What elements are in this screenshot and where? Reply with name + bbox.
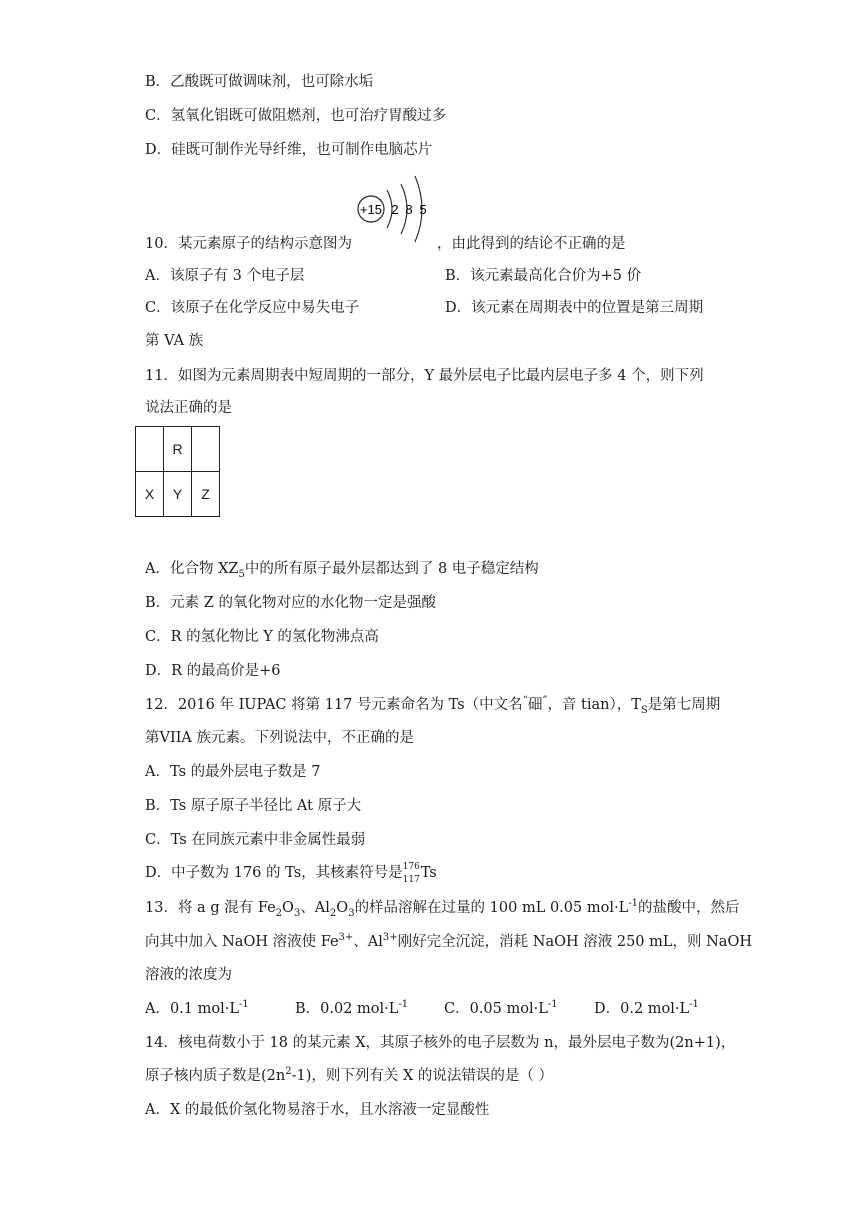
q11-option-b: B．元素 Z 的氧化物对应的水化物一定是强酸 bbox=[145, 595, 436, 611]
grid-cell-z: Z bbox=[192, 472, 220, 517]
nuclide-symbol: 176 117 bbox=[402, 862, 420, 885]
q14-stem-1: 14．核电荷数小于 18 的某元素 X，其原子核外的电子层数为 n，最外层电子数为(2n+1)， bbox=[145, 1035, 736, 1051]
q10-option-b: B．该元素最高化合价为+5 价 bbox=[445, 268, 642, 284]
grid-cell bbox=[192, 427, 220, 472]
q10-stem-end: ，由此得到的结论不正确的是 bbox=[437, 236, 626, 252]
q11-option-d: D．R 的最高价是+6 bbox=[145, 663, 281, 679]
q12-option-b: B．Ts 原子原子半径比 At 原子大 bbox=[145, 798, 362, 814]
q9-option-b: B．乙酸既可做调味剂，也可除水垢 bbox=[145, 74, 374, 90]
q11-stem-1: 11．如图为元素周期表中短周期的一部分，Y 最外层电子比最内层电子多 4 个，则下列 bbox=[145, 368, 704, 384]
q11-option-c: C．R 的氢化物比 Y 的氢化物沸点高 bbox=[145, 629, 379, 645]
q13-stem-3: 溶液的浓度为 bbox=[145, 967, 232, 983]
shell-electrons-2: 8 bbox=[405, 202, 413, 217]
q12-option-a: A．Ts 的最外层电子数是 7 bbox=[145, 764, 321, 780]
q9-option-c: C．氢氧化铝既可做阻燃剂，也可治疗胃酸过多 bbox=[145, 108, 447, 124]
grid-cell-r: R bbox=[164, 427, 192, 472]
grid-cell-y: Y bbox=[164, 472, 192, 517]
grid-cell-x: X bbox=[136, 472, 164, 517]
grid-cell bbox=[136, 427, 164, 472]
q10-stem-start: 10．某元素原子的结构示意图为 bbox=[145, 236, 352, 252]
q10-option-a: A．该原子有 3 个电子层 bbox=[145, 268, 305, 284]
nucleus-charge: +15 bbox=[359, 202, 383, 217]
shell-electrons-1: 2 bbox=[391, 202, 399, 217]
q12-option-d: D．中子数为 176 的 Ts，其核素符号是 176 117 Ts bbox=[145, 862, 437, 885]
q12-stem-2: 第VIIA 族元素。下列说法中，不正确的是 bbox=[145, 730, 415, 746]
q9-option-d: D．硅既可制作光导纤维，也可制作电脑芯片 bbox=[145, 142, 433, 158]
q13-option-b: B．0.02 $mol\cdot L^{-1}$ bbox=[295, 999, 409, 1017]
q10-option-d-cont: 第 VA 族 bbox=[145, 333, 204, 349]
q11-stem-2: 说法正确的是 bbox=[145, 400, 232, 416]
atom-structure-diagram bbox=[355, 172, 435, 248]
periodic-table-fragment bbox=[135, 426, 220, 517]
q13-option-a: A．0.1 $mol\cdot L^{-1}$ bbox=[145, 999, 249, 1017]
q13-stem-1: 13．将 a g 混有 $Fe_2O_3$、$Al_2O_3$的样品溶解在过量的 100 mL 0.05 $mol\cdot L^{-1}$的盐酸中，然后 bbox=[145, 898, 740, 919]
q10-option-c: C．该原子在化学反应中易失电子 bbox=[145, 300, 360, 316]
q13-stem-2: 向其中加入 NaOH 溶液使 $Fe^{3+}$、$Al^{3+}$刚好完全沉淀，消耗 NaOH 溶液 250 mL，则 NaOH bbox=[145, 932, 752, 950]
q14-option-a: A．X 的最低价氢化物易溶于水，且水溶液一定显酸性 bbox=[145, 1102, 490, 1118]
q12-stem-1: 12．2016 年 IUPAC 将第 117 号元素命名为 Ts（中文名“鿬”，音 tian），$T_S$是第七周期 bbox=[145, 695, 721, 716]
q10-option-d: D．该元素在周期表中的位置是第三周期 bbox=[445, 300, 704, 316]
q14-stem-2: 原子核内质子数是$(2n^2-1)$，则下列有关 X 的说法错误的是（ ） bbox=[145, 1066, 554, 1084]
shell-electrons-3: 5 bbox=[419, 202, 427, 217]
q11-option-a: A．化合物 $XZ_5$中的所有原子最外层都达到了 8 电子稳定结构 bbox=[145, 561, 539, 580]
q13-option-c: C．0.05 $mol\cdot L^{-1}$ bbox=[444, 999, 558, 1017]
q13-option-d: D．0.2 $mol\cdot L^{-1}$ bbox=[594, 999, 699, 1017]
q12-option-c: C．Ts 在同族元素中非金属性最弱 bbox=[145, 832, 366, 848]
